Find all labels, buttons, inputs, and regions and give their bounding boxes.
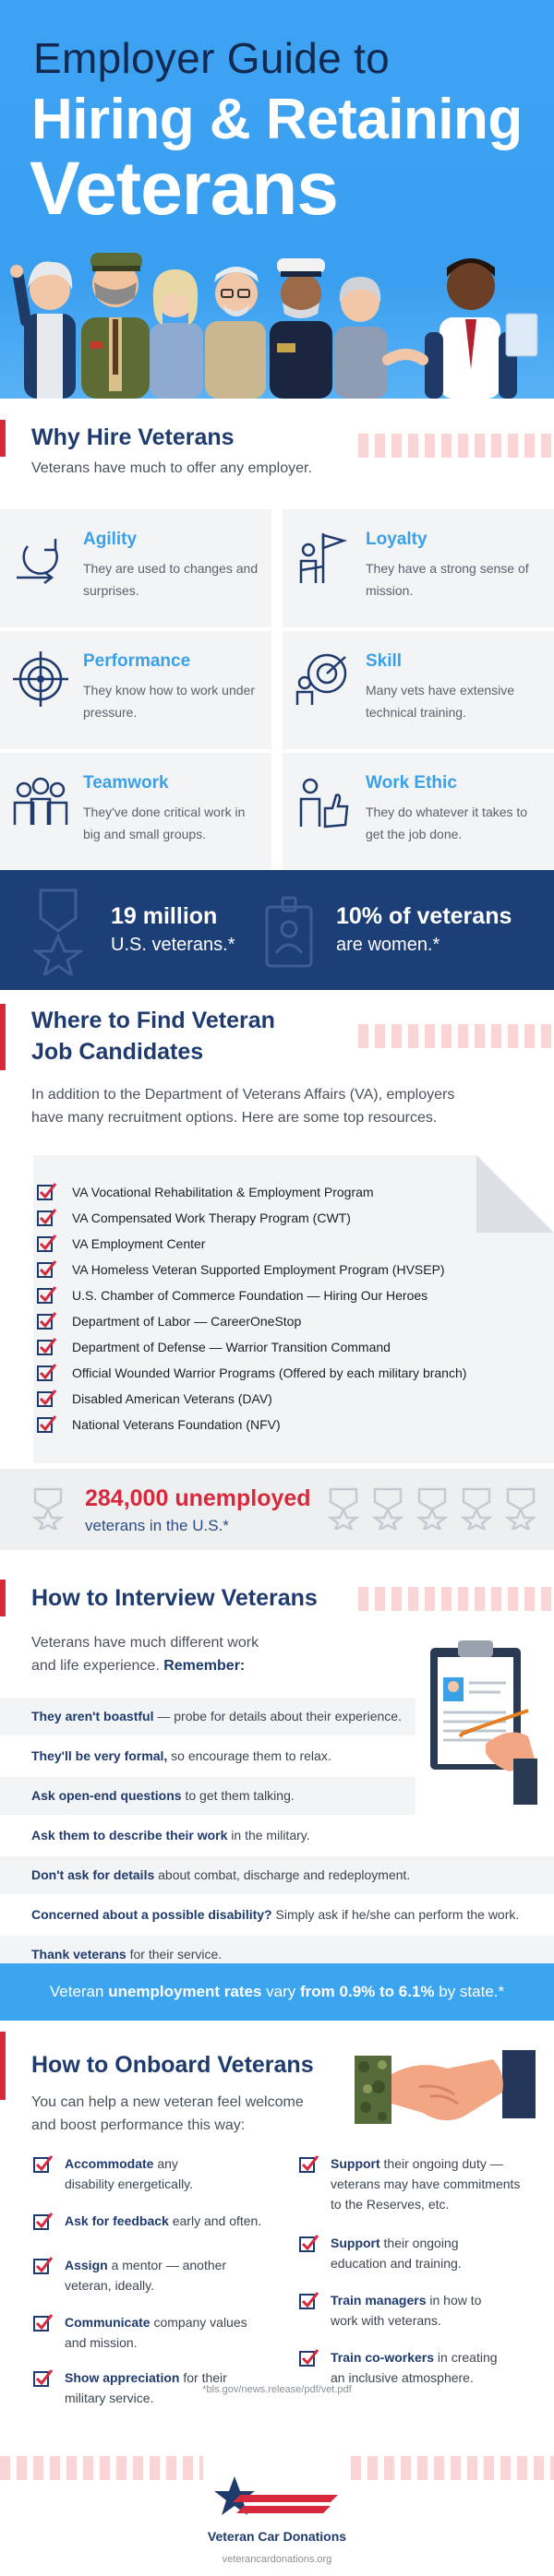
checkbox-check-icon — [37, 1234, 57, 1252]
clipboard-illustration — [427, 1633, 541, 1807]
checkbox-check-icon — [299, 2234, 319, 2252]
brand-logo — [212, 2473, 342, 2524]
resource-item: National Veterans Foundation (NFV) — [72, 1413, 281, 1436]
resource-item: U.S. Chamber of Commerce Foundation — Hiring Our Heroes — [72, 1284, 428, 1306]
interview-tip-row: Concerned about a possible disability? Simply ask if he/she can perform the work. — [31, 1907, 520, 1922]
onboard-tip: Ask for feedback early and often. — [65, 2211, 277, 2231]
interview-lead-line1: Veterans have much different work — [31, 1635, 259, 1651]
decorative-stripes — [358, 1024, 554, 1048]
unemployment-rates-band — [0, 1963, 554, 2021]
why-subtitle: Veterans have much to offer any employer. — [31, 460, 312, 476]
checkbox-check-icon — [37, 1311, 57, 1330]
veteran-blonde-woman-figure — [150, 269, 203, 399]
checkbox-check-icon — [37, 1182, 57, 1200]
benefit-desc: They've done critical work in big and small groups. — [83, 805, 246, 841]
resource-item: Disabled American Veterans (DAV) — [72, 1388, 272, 1410]
checkbox-check-icon — [299, 2348, 319, 2367]
section-accent-bar — [0, 420, 6, 457]
interview-tip-row: Ask them to describe their work in the military. — [31, 1828, 310, 1843]
checkbox-check-icon — [37, 1208, 57, 1226]
checkbox-check-icon — [37, 1285, 57, 1304]
benefit-card-skill — [283, 631, 554, 749]
interview-tip-row: Thank veterans for their service. — [0, 1936, 554, 1974]
benefit-card-work-ethic — [283, 753, 554, 871]
unemployed-band — [0, 1469, 554, 1550]
why-title: Why Hire Veterans — [31, 424, 235, 450]
section-accent-bar — [0, 1580, 6, 1616]
checkbox-check-icon — [37, 1259, 57, 1278]
benefit-title: Work Ethic — [366, 773, 457, 793]
decorative-stripes — [351, 2456, 554, 2480]
benefit-desc: They do whatever it takes to get the job done. — [366, 805, 528, 841]
checkbox-check-icon — [37, 1337, 57, 1355]
onboard-tip: Accommodate any disability energetically. — [65, 2153, 277, 2194]
army-officer-figure — [81, 253, 150, 399]
checkbox-check-icon — [37, 1389, 57, 1407]
checkbox-check-icon — [33, 2212, 54, 2230]
stat-veterans-label: U.S. veterans.* — [111, 935, 235, 955]
decorative-stripes — [358, 434, 554, 458]
veteran-glasses-figure — [205, 267, 266, 399]
benefit-card-loyalty — [283, 509, 554, 627]
veterans-group-illustration — [0, 221, 554, 399]
stat-women-percent: 10% of veterans — [336, 903, 512, 929]
onboard-title: How to Onboard Veterans — [31, 2052, 314, 2078]
interview-lead-bold: Remember: — [163, 1658, 246, 1674]
onboard-tip: Assign a mentor — another veteran, ideally. — [65, 2255, 277, 2296]
skill-target-icon — [295, 651, 351, 707]
hero-title-line2: Hiring & Retaining — [31, 88, 523, 151]
interview-lead-line2: and life experience. Remember: — [31, 1658, 246, 1674]
navy-officer-figure — [270, 258, 332, 399]
interview-tip-row: They'll be very formal, so encourage them to relax. — [31, 1748, 331, 1763]
onboard-tip: Communicate company values and mission. — [65, 2312, 277, 2353]
resource-item: Official Wounded Warrior Programs (Offered by each military branch) — [72, 1362, 466, 1384]
source-note: *bls.gov/news.release/pdf/vet.pdf — [202, 2384, 352, 2395]
id-badge-icon — [264, 896, 314, 970]
hero-title-line3: Veterans — [30, 147, 338, 231]
decorative-stripes — [358, 1587, 554, 1611]
stat-veterans-count: 19 million — [111, 903, 218, 929]
checkbox-check-icon — [299, 2291, 319, 2309]
checkbox-check-icon — [37, 1414, 57, 1433]
onboard-tip: Show appreciation for their military service. — [65, 2367, 277, 2408]
section-accent-bar — [0, 2032, 6, 2100]
medal-icon — [31, 1487, 65, 1530]
onboard-tip: Support their ongoing education and training. — [331, 2233, 548, 2273]
resource-item: VA Employment Center — [72, 1233, 205, 1255]
benefit-desc: They have a strong sense of mission. — [366, 561, 529, 598]
hero-banner — [0, 0, 554, 399]
resource-item: Department of Defense — Warrior Transition Command — [72, 1336, 391, 1358]
veteran-grey-hair-figure — [334, 277, 388, 399]
onboard-tip: Train managers in how to work with veterans. — [331, 2290, 548, 2331]
veteran-woman-figure — [10, 262, 76, 399]
resources-list — [33, 1155, 554, 1463]
resource-item: VA Homeless Veteran Supported Employment Program (HVSEP) — [72, 1258, 445, 1281]
benefit-card-teamwork — [0, 753, 271, 871]
find-title-line2: Job Candidates — [31, 1039, 204, 1065]
resource-item: VA Vocational Rehabilitation & Employment Program — [72, 1181, 374, 1203]
benefit-title: Skill — [366, 651, 403, 671]
benefit-desc: They know how to work under pressure. — [83, 683, 255, 720]
young-man-figure — [388, 258, 537, 399]
benefit-card-performance — [0, 631, 271, 749]
onboard-lead-line2: and boost performance this way: — [31, 2117, 246, 2133]
medal-icon — [33, 887, 83, 975]
agility-icon — [13, 530, 68, 585]
find-lead-line2: have many recruitment options. Here are some top resources. — [31, 1110, 438, 1126]
checkbox-check-icon — [33, 2256, 54, 2274]
team-icon — [13, 773, 68, 829]
benefit-title: Agility — [83, 530, 138, 549]
checkbox-check-icon — [299, 2154, 319, 2173]
unemployed-count: 284,000 unemployed — [85, 1485, 311, 1511]
checkbox-check-icon — [37, 1363, 57, 1381]
onboard-tip: Train co-workers in creating an inclusive atmosphere. — [331, 2347, 548, 2388]
page-fold-icon — [476, 1155, 554, 1233]
decorative-stripes — [0, 2456, 203, 2480]
rates-text: Veteran unemployment rates vary from 0.9% to 6.1% by state.* — [49, 1983, 505, 2000]
target-icon — [13, 651, 68, 707]
resource-item: Department of Labor — CareerOneStop — [72, 1310, 301, 1332]
onboard-lead-line1: You can help a new veteran feel welcome — [31, 2094, 304, 2110]
brand-url[interactable]: veterancardonations.org — [222, 2554, 332, 2565]
interview-tip-row: Don't ask for details about combat, discharge and redeployment. — [0, 1856, 554, 1894]
onboard-tip: Support their ongoing duty — veterans may have commitments to the Reserves, etc. — [331, 2153, 548, 2214]
benefit-title: Performance — [83, 651, 191, 671]
benefit-title: Teamwork — [83, 773, 169, 793]
find-title-line1: Where to Find Veteran — [31, 1008, 275, 1033]
interview-title: How to Interview Veterans — [31, 1585, 318, 1611]
flag-icon — [295, 530, 351, 585]
medal-row-icon — [327, 1487, 536, 1530]
handshake-illustration — [355, 2046, 536, 2135]
checkbox-check-icon — [33, 2313, 54, 2332]
checkbox-check-icon — [33, 2154, 54, 2173]
unemployed-label: veterans in the U.S.* — [85, 1517, 229, 1534]
thumbs-up-icon — [295, 773, 351, 829]
benefit-desc: Many vets have extensive technical training. — [366, 683, 515, 720]
stat-women-label: are women.* — [336, 935, 440, 955]
benefit-card-agility — [0, 509, 271, 627]
hero-title-line1: Employer Guide to — [33, 34, 391, 82]
interview-tip-row: They aren't boastful — probe for details about their experience. — [0, 1698, 416, 1735]
benefit-title: Loyalty — [366, 530, 428, 549]
interview-tip-row: Ask open-end questions to get them talking. — [0, 1777, 416, 1815]
brand-name: Veteran Car Donations — [207, 2529, 347, 2544]
resource-item: VA Compensated Work Therapy Program (CWT) — [72, 1207, 351, 1229]
benefit-desc: They are used to changes and surprises. — [83, 561, 259, 598]
section-accent-bar — [0, 1004, 6, 1070]
find-lead-line1: In addition to the Department of Veterans Affairs (VA), employers — [31, 1087, 455, 1103]
stats-band — [0, 870, 554, 990]
